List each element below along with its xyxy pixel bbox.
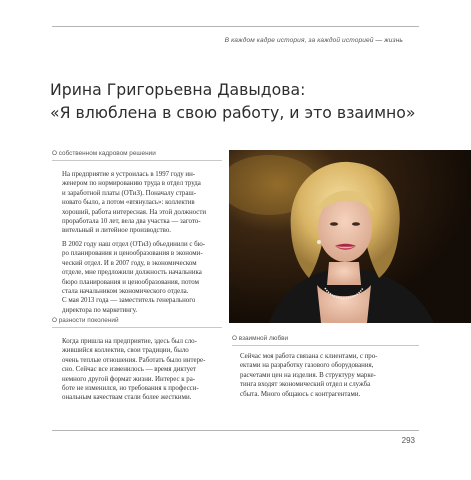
header-rule (52, 26, 419, 27)
section-label-hiring: О собственном кадровом решении (52, 150, 156, 157)
footer-rule (52, 430, 419, 431)
page-number: 293 (401, 436, 415, 445)
paragraph-generations-1: Когда пришла на предприятие, здесь был сло- жившийся коллектив, свои традиции, было очень теплые отношения. Работать было интере- сно. Сейчас все изменилось — время диктует немного другой формат жизни. Интерес к ра- боте не изменился, но требования к професси- ональным качествам стали более жесткими. (62, 338, 206, 402)
section-rule-generations (52, 327, 222, 328)
article-title: Ирина Григорьевна Давыдова: «Я влюблена в свою работу, и это взаимно» (50, 80, 416, 122)
paragraph-love-1: Сейчас моя работа связана с клиентами, с про- ектами на разработку газового оборудования, расчетами цен на изделия. В структуру марке- тинга входят экономический отдел и служба сбыта. Много общаюсь с контрагентами. (240, 353, 378, 398)
portrait-illustration (229, 150, 471, 323)
section-label-generations: О разности поколений (52, 317, 119, 324)
paragraph-hiring-2: В 2002 году наш отдел (ОТиЗ) объединили с бю- ро планирования и ценообразования в экономи- ческий отдел. И в 2007 году, в экономическом отделе, мне предложили должность начальника бюро планирования и ценообразования, потом стала начальником экономического отдела. С мая 2013 года — заместитель генерального директора по маркетингу. (62, 241, 206, 314)
running-header: В каждом кадре история, за каждой историей — жизнь (224, 37, 403, 44)
section-rule-hiring (52, 160, 222, 161)
portrait-photo (229, 150, 471, 323)
paragraph-hiring-1: На предприятие я устроилась в 1997 году ин- женером по нормированию труда в отдел труда и заработной платы (ОТиЗ). Поначалу страш- новато было, а потом «втянулась»: коллектив хороший, работа интересная. На этой должности проработала 10 лет, вела два участка — загото- вительный и литейное производство. (62, 171, 207, 235)
section-rule-love (232, 345, 419, 346)
section-label-love: О взаимной любви (232, 335, 289, 342)
